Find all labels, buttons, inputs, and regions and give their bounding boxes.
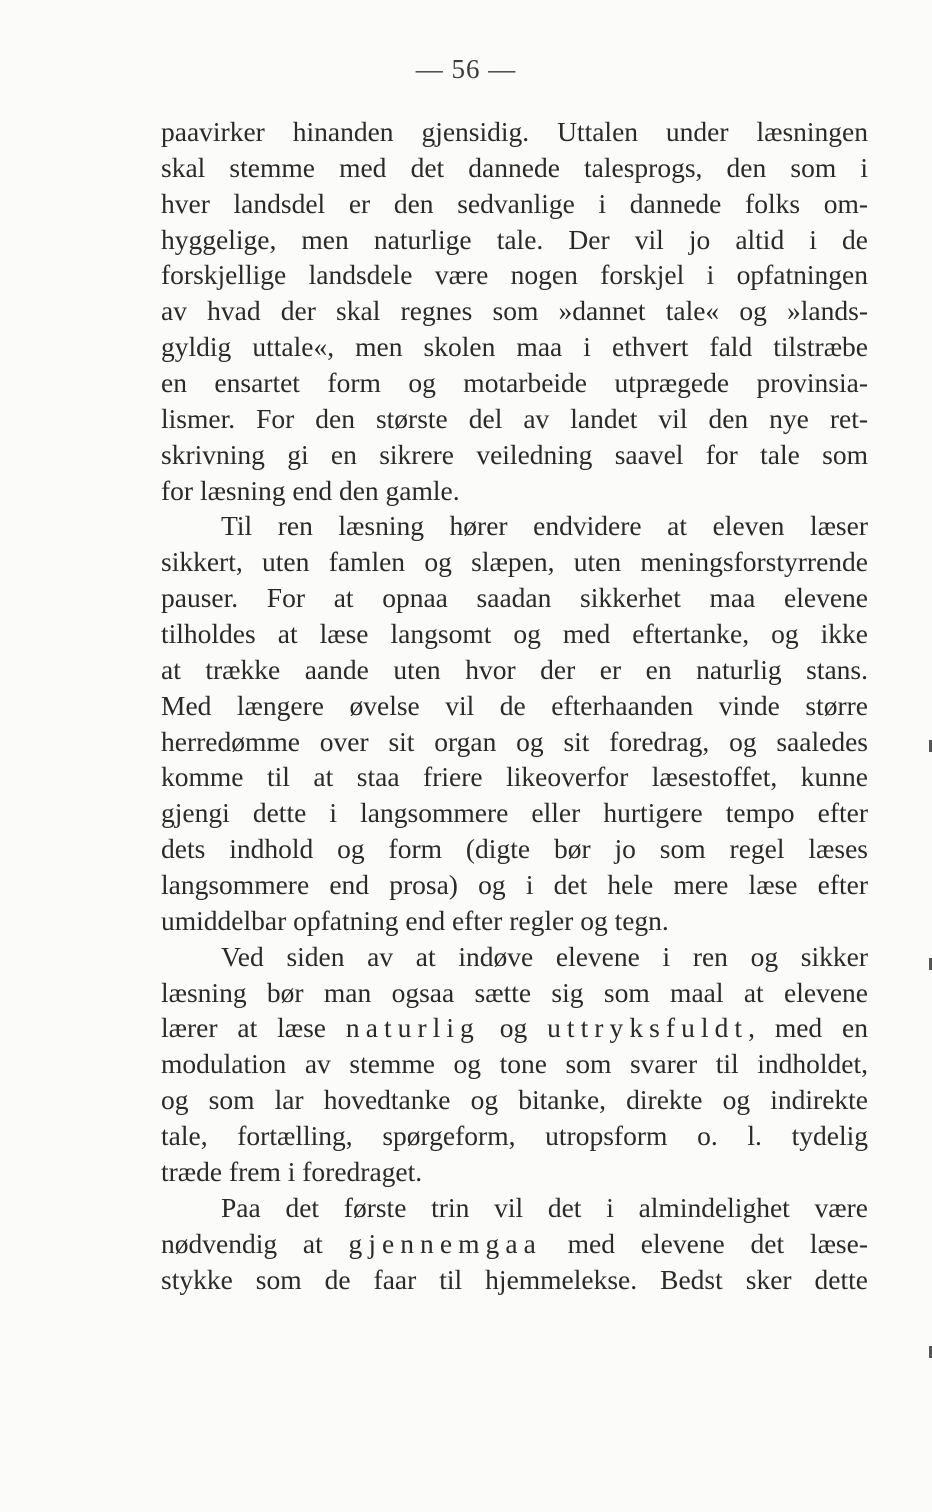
emphasized-word: uttryksfuldt — [547, 1012, 749, 1044]
text-line: gyldig uttale«, men skolen maa i ethvert fald tilstræbe — [161, 331, 868, 363]
text-line: tale, fortælling, spørgeform, utropsform o. l. tydelig — [161, 1120, 868, 1152]
text-line: læsning bør man ogsaa sætte sig som maal at elevene — [161, 976, 868, 1008]
text-line: sikkert, uten famlen og slæpen, uten meningsforstyrrende — [161, 546, 868, 578]
text-segment: nødvendig at — [161, 1227, 349, 1259]
text-line: Til ren læsning hører endvidere at eleven læser — [221, 510, 868, 542]
text-line: langsommere end prosa) og i det hele mere læse efter — [161, 869, 868, 901]
text-line: modulation av stemme og tone som svarer til indholdet, — [161, 1048, 868, 1080]
text-line: Med længere øvelse vil de efterhaanden vinde større — [161, 689, 868, 721]
text-line: tilholdes at læse langsomt og med eftertanke, og ikke — [161, 618, 868, 650]
text-line: skal stemme med det dannede talesprogs, den som i — [161, 151, 868, 183]
body-text — [161, 114, 868, 1297]
text-line: pauser. For at opnaa saadan sikkerhet maa elevene — [161, 582, 868, 614]
text-line: hyggelige, men naturlige tale. Der vil jo altid i de — [161, 223, 868, 255]
text-line — [161, 1010, 868, 1046]
text-line: og som lar hovedtanke og bitanke, direkte og indirekte — [161, 1084, 868, 1116]
text-line: av hvad der skal regnes som »dannet tale« og »lands- — [161, 295, 868, 327]
text-line: umiddelbar opfatning end efter regler og tegn. — [161, 904, 669, 936]
text-segment: med elevene det læse- — [541, 1227, 868, 1259]
text-line: forskjellige landsdele være nogen forskjel i opfatningen — [161, 259, 868, 291]
text-line: paavirker hinanden gjensidig. Uttalen under læsningen — [161, 116, 868, 147]
text-line: at trække aande uten hvor der er en naturlig stans. — [161, 653, 868, 685]
emphasized-word: gjennemgaa — [348, 1227, 542, 1259]
text-line: dets indhold og form (digte bør jo som regel læses — [161, 833, 868, 865]
text-line: en ensartet form og motarbeide utprægede provinsia- — [161, 367, 868, 399]
emphasized-word: naturlig — [345, 1012, 480, 1044]
text-segment: , med en — [748, 1012, 868, 1044]
text-line: træde frem i foredraget. — [161, 1155, 423, 1187]
page-number: — 56 — — [415, 54, 517, 84]
text-segment: lærer at læse — [161, 1012, 346, 1044]
text-line: gjengi dette i langsommere eller hurtigere tempo efter — [161, 797, 868, 829]
text-line: for læsning end den gamle. — [161, 474, 460, 506]
text-line: Ved siden av at indøve elevene i ren og sikker — [221, 940, 868, 972]
text-line: lismer. For den største del av landet vil den nye ret- — [161, 402, 868, 434]
text-line — [161, 1226, 868, 1262]
text-line: skrivning gi en sikrere veiledning saavel for tale som — [161, 438, 868, 470]
text-line: stykke som de faar til hjemmelekse. Bedst sker dette — [161, 1263, 868, 1295]
text-line: komme til at staa friere likeoverfor læsestoffet, kunne — [161, 761, 868, 793]
text-segment: og — [479, 1012, 548, 1044]
text-line: herredømme over sit organ og sit foredrag, og saaledes — [161, 725, 868, 757]
text-line: Paa det første trin vil det i almindelighet være — [221, 1191, 868, 1223]
text-line: hver landsdel er den sedvanlige i dannede folks om- — [161, 187, 868, 219]
